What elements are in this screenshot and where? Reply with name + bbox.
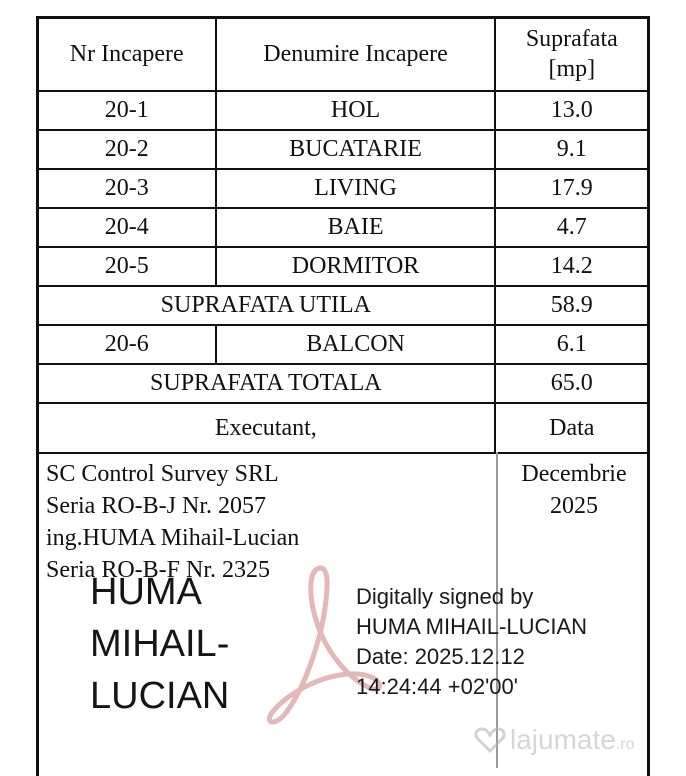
signature-line: Date: 2025.12.12 <box>356 644 525 669</box>
room-name: BALCON <box>216 325 494 364</box>
room-name: BAIE <box>216 208 494 247</box>
header-suprafata <box>495 17 649 91</box>
signature-line: 14:24:44 +02'00' <box>356 674 518 699</box>
header-denumire-incapere: Denumire Incapere <box>216 17 494 91</box>
room-name: HOL <box>216 91 494 130</box>
executant-header-row <box>37 403 649 453</box>
room-nr: 20-2 <box>37 130 216 169</box>
total-area-row <box>37 364 649 403</box>
room-name: DORMITOR <box>216 247 494 286</box>
signature-line: Digitally signed by <box>356 584 534 609</box>
table-row <box>37 208 649 247</box>
useful-area-label: SUPRAFATA UTILA <box>37 286 495 325</box>
signer-name-line: MIHAIL- <box>90 623 230 665</box>
signature-line: HUMA MIHAIL-LUCIAN <box>356 614 588 639</box>
company-registration: Seria RO-B-J Nr. 2057 <box>46 493 266 519</box>
useful-area-value: 58.9 <box>495 286 649 325</box>
header-nr-incapere: Nr Incapere <box>37 17 216 91</box>
digital-signature-info <box>356 582 587 702</box>
room-area: 6.1 <box>495 325 649 364</box>
room-nr: 20-6 <box>37 325 216 364</box>
signer-name-line: HUMA <box>90 571 202 613</box>
room-nr: 20-5 <box>37 247 216 286</box>
date-month: Decembrie <box>521 461 627 487</box>
date-value <box>498 458 650 522</box>
room-nr: 20-1 <box>37 91 216 130</box>
signer-name-line: LUCIAN <box>90 675 230 717</box>
table-header-row <box>37 17 649 91</box>
room-area: 4.7 <box>495 208 649 247</box>
date-label: Data <box>495 403 649 453</box>
useful-area-row <box>37 286 649 325</box>
table-row <box>37 91 649 130</box>
executant-label: Executant, <box>37 403 495 453</box>
room-nr: 20-3 <box>37 169 216 208</box>
table-row <box>37 169 649 208</box>
watermark-suffix: .ro <box>615 736 635 753</box>
room-area: 17.9 <box>495 169 649 208</box>
room-area: 14.2 <box>495 247 649 286</box>
heart-icon <box>474 727 506 753</box>
table-row <box>37 325 649 364</box>
total-area-value: 65.0 <box>495 364 649 403</box>
room-name: LIVING <box>216 169 494 208</box>
company-name: SC Control Survey SRL <box>46 461 279 487</box>
watermark <box>474 724 635 756</box>
room-name: BUCATARIE <box>216 130 494 169</box>
room-area: 13.0 <box>495 91 649 130</box>
rooms-table <box>36 16 650 454</box>
header-suprafata-text: Suprafata [mp] <box>525 26 618 82</box>
date-year: 2025 <box>550 493 598 519</box>
watermark-text: lajumate <box>510 724 616 755</box>
table-row <box>37 247 649 286</box>
table-row <box>37 130 649 169</box>
engineer-registration: Seria RO-B-F Nr. 2325 <box>46 557 270 583</box>
room-nr: 20-4 <box>37 208 216 247</box>
total-area-label: SUPRAFATA TOTALA <box>37 364 495 403</box>
room-area: 9.1 <box>495 130 649 169</box>
signer-name <box>90 566 229 722</box>
engineer-name: ing.HUMA Mihail-Lucian <box>46 525 300 551</box>
